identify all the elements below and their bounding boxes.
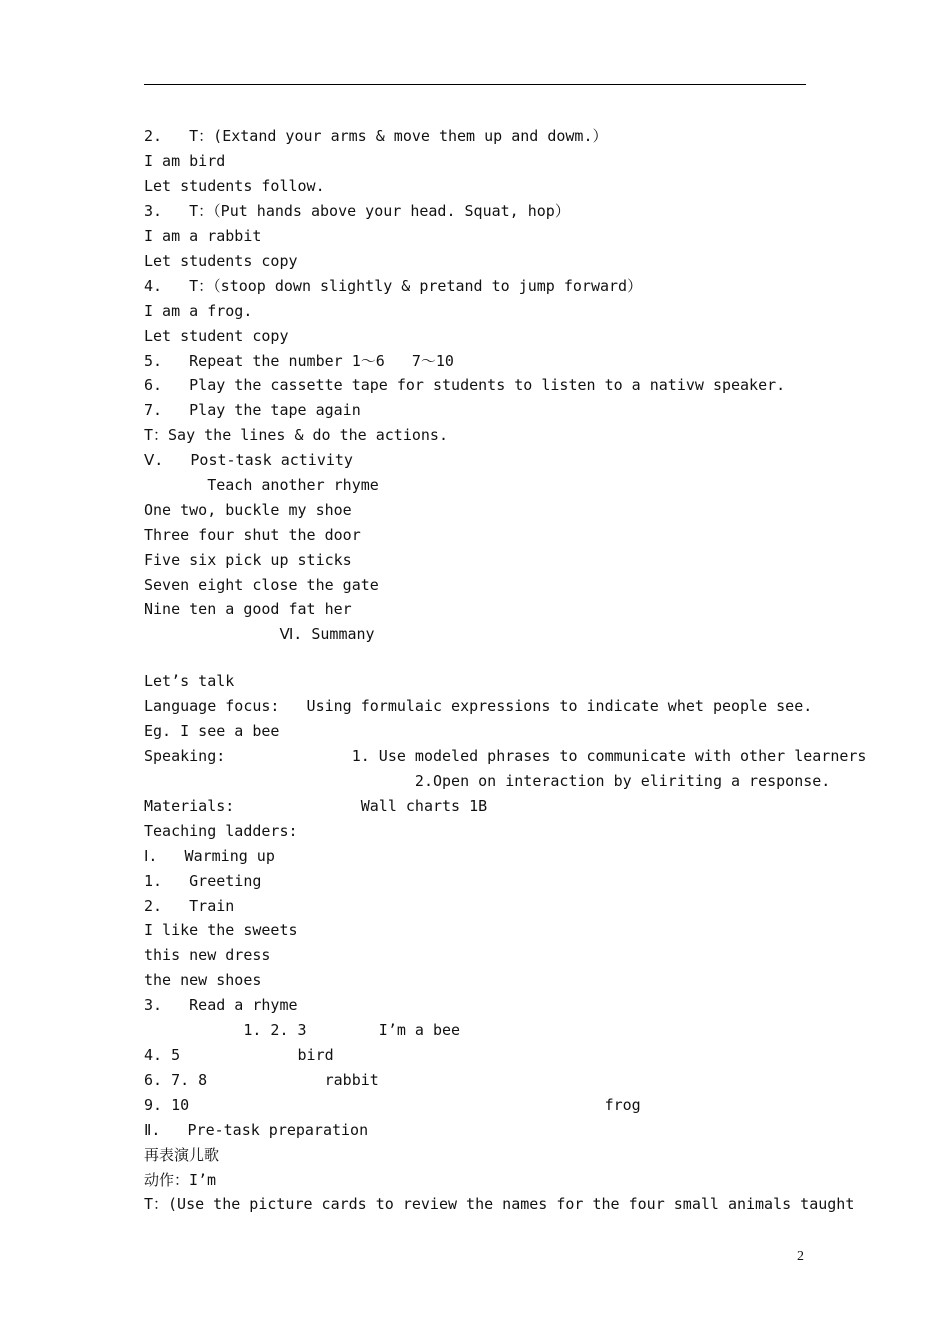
section-heading: Ⅱ. Pre-task preparation [144,1121,369,1139]
text-line: 再表演儿歌 [144,1146,220,1164]
text-line: Teach another rhyme [144,476,379,494]
section-heading: Ⅵ. Summany [144,625,375,643]
text-line: 7. Play the tape again [144,401,361,419]
text-line: Materials: Wall charts 1B [144,797,488,815]
text-line: Eg. I see a bee [144,722,280,740]
text-line: 动作：I’m [144,1171,217,1189]
text-line: 3. Read a rhyme [144,996,298,1014]
text-line: Let student copy [144,327,289,345]
text-line: this new dress [144,946,271,964]
text-line: 2. T：(Extand your arms & move them up and dowm.） [144,127,608,145]
lesson-title: Let’s talk [144,672,235,690]
text-line: Nine ten a good fat her [144,600,352,618]
text-line: 4. 5 bird [144,1046,334,1064]
text-line: 2.Open on interaction by eliriting a response. [144,772,831,790]
text-line: T：Say the lines & do the actions. [144,426,448,444]
text-line: Three four shut the door [144,526,361,544]
text-line: I am a rabbit [144,227,262,245]
text-line: T：(Use the picture cards to review the names for the four small animals taught [144,1195,855,1213]
text-line: Five six pick up sticks [144,551,352,569]
section-heading: Ⅰ. Warming up [144,847,275,865]
text-line: One two, buckle my shoe [144,501,352,519]
text-line: the new shoes [144,971,262,989]
text-line: 1. Greeting [144,872,262,890]
text-line: 1. 2. 3 I’m a bee [144,1021,461,1039]
text-line: Language focus: Using formulaic expressions to indicate whet people see. [144,697,813,715]
text-line: Seven eight close the gate [144,576,379,594]
text-line: Teaching ladders: [144,822,298,840]
page-number: 2 [797,1249,804,1264]
text-line: Let students follow. [144,177,325,195]
text-line: 9. 10 frog [144,1096,641,1114]
text-line: I like the sweets [144,921,298,939]
text-line: 4. T：（stoop down slightly & pretand to jump forward） [144,277,643,295]
text-line: 2. Train [144,897,235,915]
text-line: 3. T：（Put hands above your head. Squat, hop） [144,202,570,220]
text-line: Let students copy [144,252,298,270]
section-heading: Ⅴ. Post-task activity [144,451,353,469]
text-line: I am bird [144,152,226,170]
text-line: 6. 7. 8 rabbit [144,1071,379,1089]
text-line: I am a frog. [144,302,253,320]
text-line: 6. Play the cassette tape for students to listen to a nativw speaker. [144,376,786,394]
header-rule [144,84,806,85]
text-line: Speaking: 1. Use modeled phrases to communicate with other learners [144,747,867,765]
text-line: 5. Repeat the number 1～6 7～10 [144,352,454,370]
